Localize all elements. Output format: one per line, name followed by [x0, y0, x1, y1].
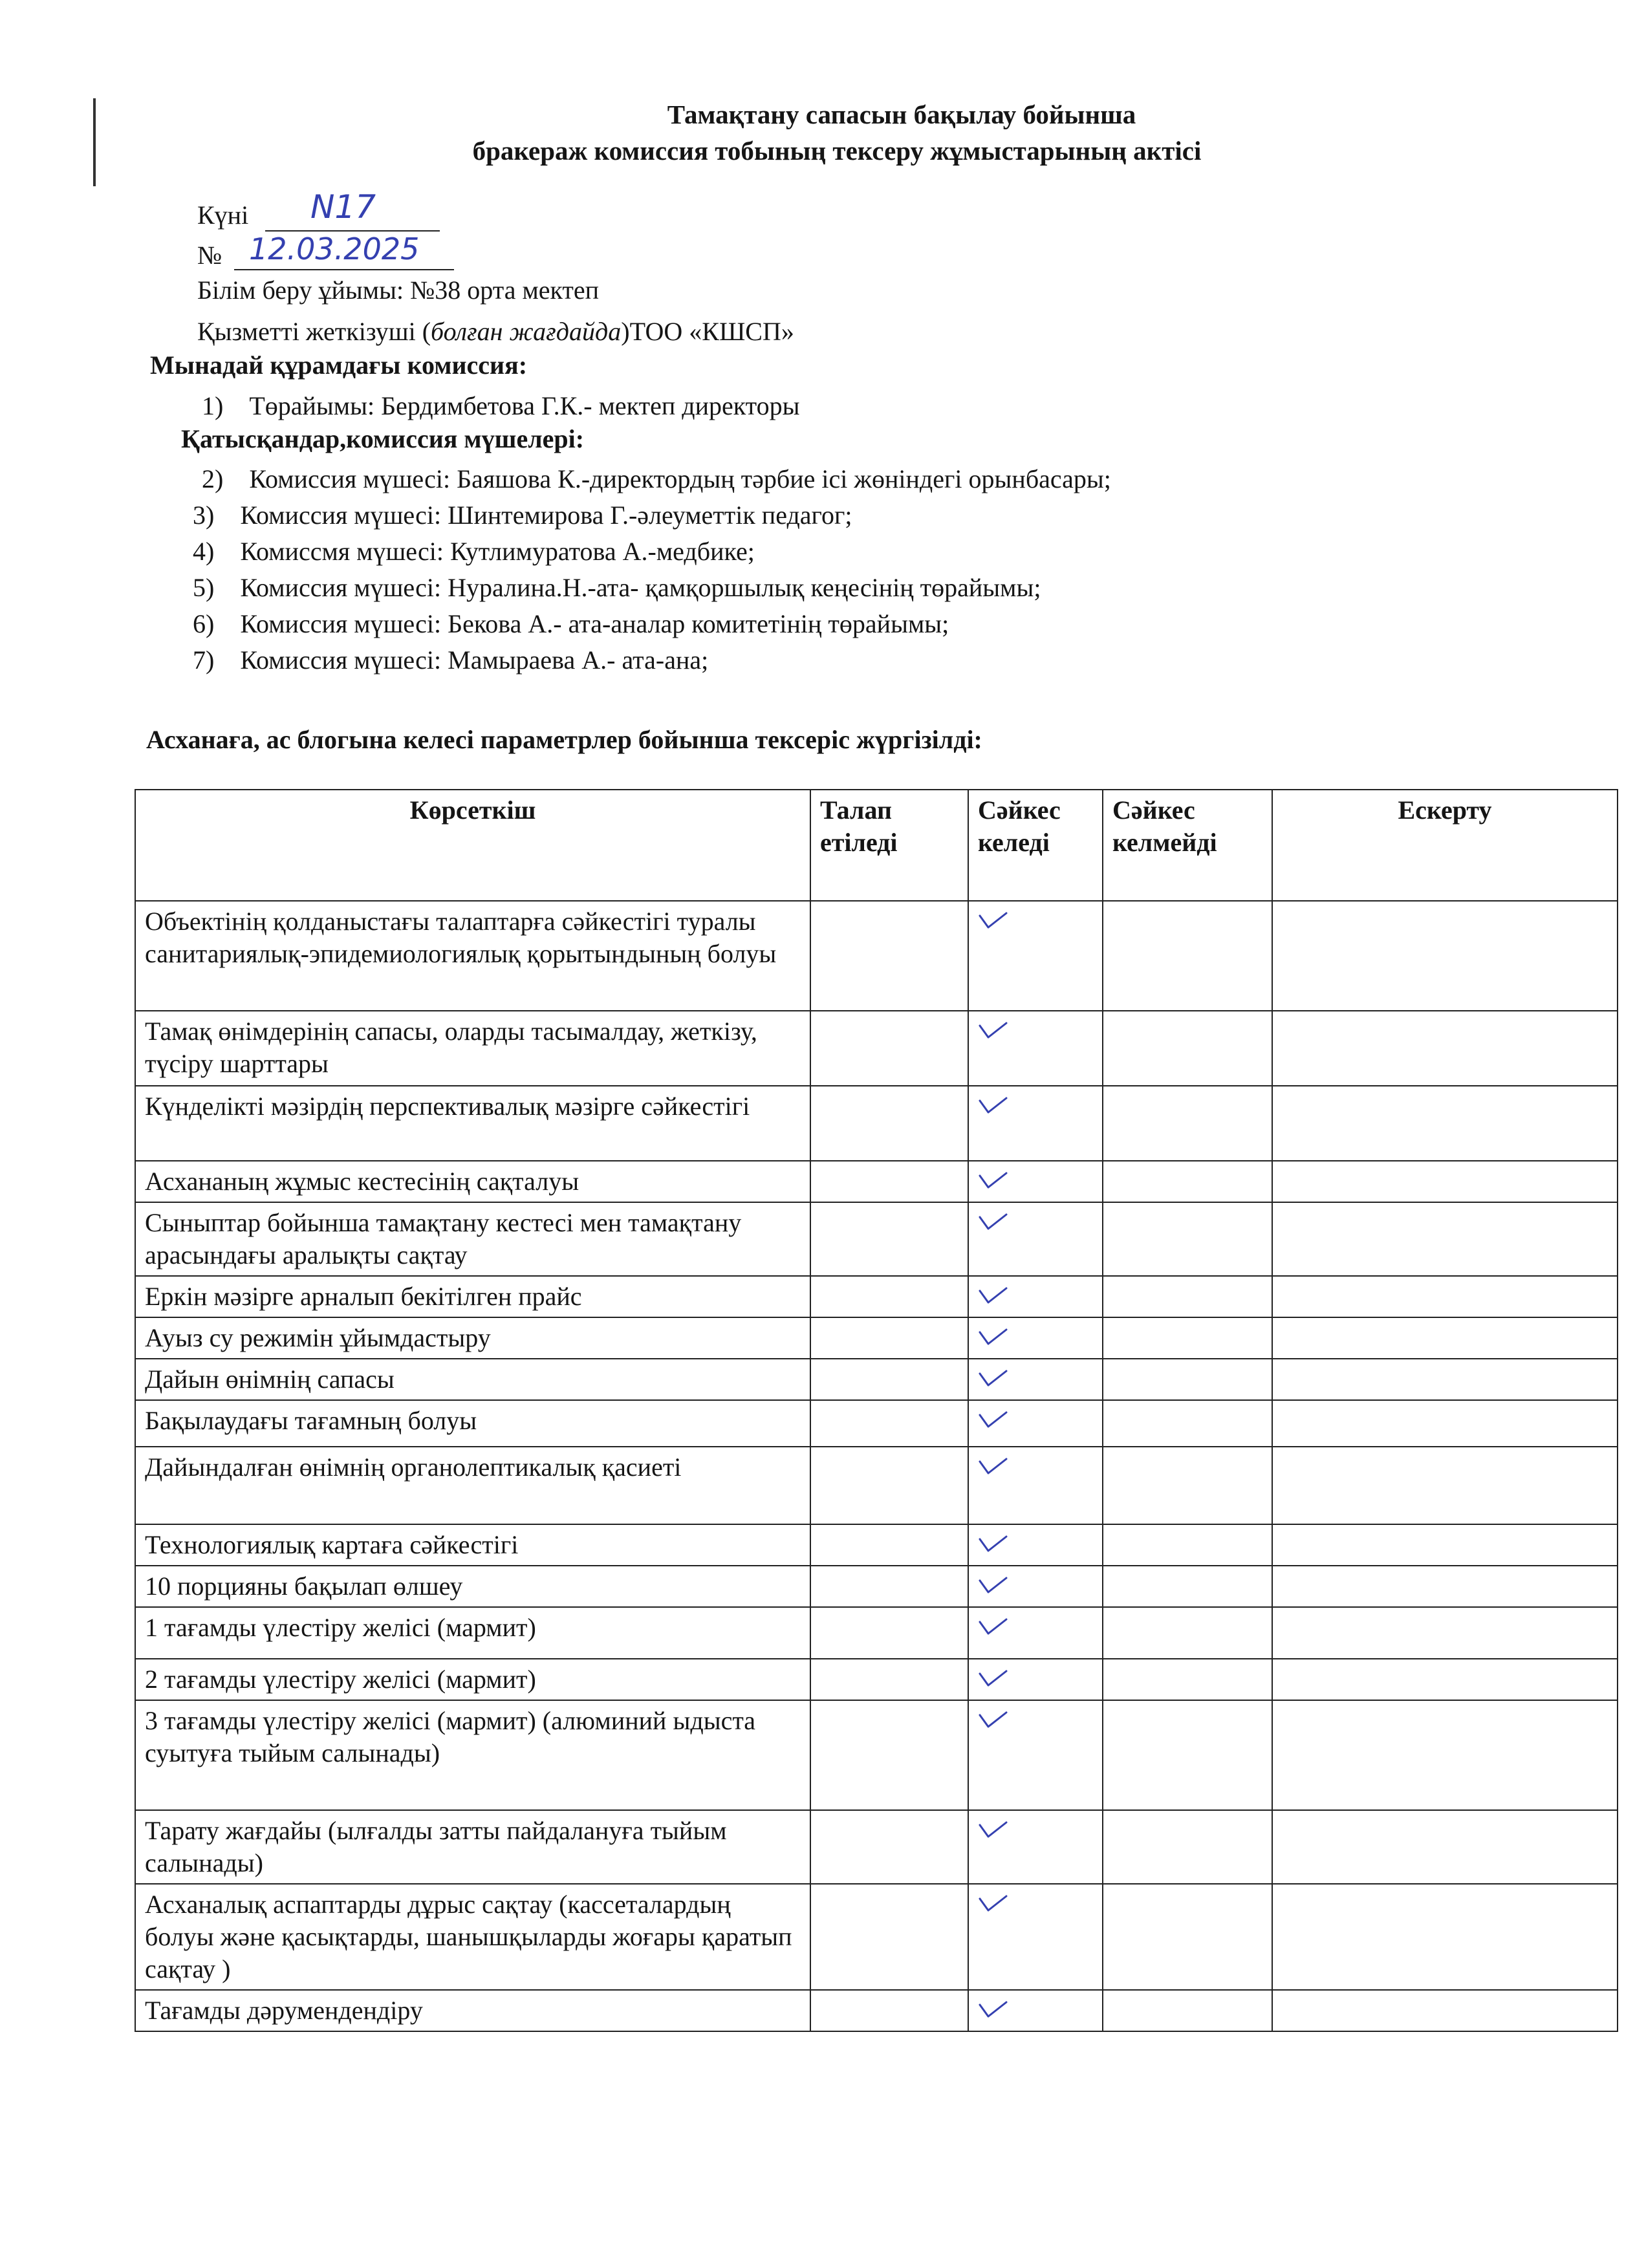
compliant-cell	[968, 1400, 1103, 1447]
noncompliant-cell	[1103, 1990, 1272, 2031]
required-cell	[810, 1317, 968, 1359]
compliant-cell	[968, 1884, 1103, 1990]
required-cell	[810, 901, 968, 1011]
indicator-cell: Асханалық аспаптарды дұрыс сақтау (кассеталардың болуы және қасықтарды, шанышқыларды жоғары қаратып сақтау )	[135, 1884, 810, 1990]
checkmark-icon	[978, 1994, 1008, 2014]
required-cell	[810, 1990, 968, 2031]
noncompliant-cell	[1103, 1566, 1272, 1607]
table-row	[135, 1400, 1618, 1447]
compliant-cell	[968, 1810, 1103, 1884]
table-row	[135, 1659, 1618, 1700]
note-cell	[1272, 1659, 1618, 1700]
organization-line: Білім беру ұйымы: №38 орта мектеп	[197, 275, 600, 305]
supplier-line	[197, 314, 794, 349]
document-title-line2: бракераж комиссия тобының тексеру жұмыстарының актісі	[472, 136, 1202, 166]
noncompliant-cell	[1103, 1161, 1272, 1202]
member-3: 3) Комиссия мүшесі: Шинтемирова Г.-әлеуметтік педагог;	[193, 501, 852, 530]
members-heading: Қатысқандар,комиссия мүшелері:	[181, 424, 585, 453]
compliant-cell	[968, 1700, 1103, 1810]
header-noncompliant: Сәйкес келмейді	[1103, 790, 1272, 901]
member-6: 6) Комиссия мүшесі: Бекова А.- ата-аналар комитетінің төрайымы;	[193, 609, 949, 638]
noncompliant-cell	[1103, 1086, 1272, 1161]
member-2: 2) Комиссия мүшесі: Баяшова К.-директордың тәрбие ісі жөніндегі орынбасары;	[202, 464, 1111, 493]
checkmark-icon	[978, 1207, 1008, 1226]
commission-chair: 1) Төрайымы: Бердимбетова Г.К.- мектеп директоры	[202, 391, 800, 420]
required-cell	[810, 1524, 968, 1566]
note-cell	[1272, 1524, 1618, 1566]
note-cell	[1272, 1447, 1618, 1524]
table-row	[135, 1700, 1618, 1810]
note-cell	[1272, 1086, 1618, 1161]
noncompliant-cell	[1103, 1447, 1272, 1524]
required-cell	[810, 1566, 968, 1607]
note-cell	[1272, 1161, 1618, 1202]
indicator-cell: 2 тағамды үлестіру желісі (мармит)	[135, 1659, 810, 1700]
required-cell	[810, 1659, 968, 1700]
noncompliant-cell	[1103, 1607, 1272, 1659]
indicator-cell: Тағамды дәрумендендіру	[135, 1990, 810, 2031]
indicator-cell: Тарату жағдайы (ылғалды затты пайдалануға тыйым салынады)	[135, 1810, 810, 1884]
table-row	[135, 1447, 1618, 1524]
indicator-cell: 10 порцияны бақылап өлшеу	[135, 1566, 810, 1607]
table-row	[135, 1607, 1618, 1659]
checkmark-icon	[978, 1363, 1008, 1383]
table-body	[135, 901, 1618, 2031]
note-cell	[1272, 1700, 1618, 1810]
table-row	[135, 1317, 1618, 1359]
required-cell	[810, 1400, 968, 1447]
required-cell	[810, 1607, 968, 1659]
checkmark-icon	[978, 1529, 1008, 1548]
noncompliant-cell	[1103, 1202, 1272, 1276]
checkmark-icon	[978, 1165, 1008, 1185]
table-row	[135, 1884, 1618, 1990]
compliant-cell	[968, 1161, 1103, 1202]
noncompliant-cell	[1103, 1400, 1272, 1447]
note-cell	[1272, 901, 1618, 1011]
number-value-handwritten: 12.03.2025	[249, 232, 420, 266]
table-row	[135, 1566, 1618, 1607]
compliant-cell	[968, 1566, 1103, 1607]
noncompliant-cell	[1103, 1276, 1272, 1317]
header-indicator: Көрсеткіш	[135, 790, 810, 901]
compliant-cell	[968, 1359, 1103, 1400]
note-cell	[1272, 1990, 1618, 2031]
noncompliant-cell	[1103, 1884, 1272, 1990]
checkmark-icon	[978, 1451, 1008, 1471]
checkmark-icon	[978, 1815, 1008, 1834]
indicator-cell: 3 тағамды үлестіру желісі (мармит) (алюминий ыдыста суытуға тыйым салынады)	[135, 1700, 810, 1810]
header-note: Ескерту	[1272, 790, 1618, 901]
indicator-cell: Сыныптар бойынша тамақтану кестесі мен тамақтану арасындағы аралықты сақтау	[135, 1202, 810, 1276]
table-row	[135, 1990, 1618, 2031]
indicator-cell: Тамақ өнімдерінің сапасы, оларды тасымалдау, жеткізу, түсіру шарттары	[135, 1011, 810, 1086]
required-cell	[810, 1700, 968, 1810]
required-cell	[810, 1161, 968, 1202]
checkmark-icon	[978, 1612, 1008, 1631]
checkmark-icon	[978, 1090, 1008, 1110]
note-cell	[1272, 1011, 1618, 1086]
compliant-cell	[968, 1524, 1103, 1566]
indicator-cell: Асхананың жұмыс кестесінің сақталуы	[135, 1161, 810, 1202]
checkmark-icon	[978, 1705, 1008, 1724]
required-cell	[810, 1276, 968, 1317]
table-row	[135, 1161, 1618, 1202]
table-row	[135, 1086, 1618, 1161]
compliant-cell	[968, 901, 1103, 1011]
indicator-cell: Дайын өнімнің сапасы	[135, 1359, 810, 1400]
note-cell	[1272, 1884, 1618, 1990]
compliant-cell	[968, 1990, 1103, 2031]
noncompliant-cell	[1103, 1659, 1272, 1700]
note-cell	[1272, 1202, 1618, 1276]
inspection-heading: Асханаға, ас блогына келесі параметрлер бойынша тексеріс жүргізілді:	[146, 725, 982, 754]
indicator-cell: Күнделікті мәзірдің перспективалық мәзірге сәйкестігі	[135, 1086, 810, 1161]
note-cell	[1272, 1607, 1618, 1659]
noncompliant-cell	[1103, 901, 1272, 1011]
note-cell	[1272, 1276, 1618, 1317]
table-row	[135, 1359, 1618, 1400]
table-row	[135, 901, 1618, 1011]
note-cell	[1272, 1810, 1618, 1884]
checkmark-icon	[978, 1888, 1008, 1908]
note-cell	[1272, 1400, 1618, 1447]
required-cell	[810, 1086, 968, 1161]
day-value-handwritten: N17	[310, 188, 376, 226]
compliant-cell	[968, 1086, 1103, 1161]
required-cell	[810, 1884, 968, 1990]
member-5: 5) Комиссия мүшесі: Нуралина.Н.-ата- қамқоршылық кеңесінің төрайымы;	[193, 573, 1041, 602]
header-required: Талап етіледі	[810, 790, 968, 901]
checkmark-icon	[978, 1322, 1008, 1341]
table-header-row	[135, 790, 1618, 901]
checkmark-icon	[978, 1405, 1008, 1424]
member-4: 4) Комиссмя мүшесі: Кутлимуратова А.-медбике;	[193, 537, 755, 566]
supplier-prefix: Қызметті жеткізуші (	[197, 317, 431, 346]
note-cell	[1272, 1359, 1618, 1400]
checkmark-icon	[978, 1280, 1008, 1300]
table-row	[135, 1011, 1618, 1086]
indicator-cell: Дайындалған өнімнің органолептикалық қасиеті	[135, 1447, 810, 1524]
compliant-cell	[968, 1447, 1103, 1524]
table-row	[135, 1524, 1618, 1566]
commission-heading: Мынадай құрамдағы комиссия:	[150, 351, 528, 380]
number-underline	[234, 269, 454, 270]
checkmark-icon	[978, 1015, 1008, 1035]
inspection-table	[135, 789, 1618, 2032]
noncompliant-cell	[1103, 1700, 1272, 1810]
checkmark-icon	[978, 1663, 1008, 1683]
compliant-cell	[968, 1202, 1103, 1276]
table-row	[135, 1202, 1618, 1276]
indicator-cell: Ауыз су режимін ұйымдастыру	[135, 1317, 810, 1359]
required-cell	[810, 1359, 968, 1400]
header-compliant: Сәйкес келеді	[968, 790, 1103, 901]
indicator-cell: Бақылаудағы тағамның болуы	[135, 1400, 810, 1447]
required-cell	[810, 1011, 968, 1086]
noncompliant-cell	[1103, 1810, 1272, 1884]
noncompliant-cell	[1103, 1011, 1272, 1086]
required-cell	[810, 1447, 968, 1524]
supplier-italic: болған жағдайда	[431, 317, 622, 346]
indicator-cell: 1 тағамды үлестіру желісі (мармит)	[135, 1607, 810, 1659]
required-cell	[810, 1202, 968, 1276]
document-title-line1: Тамақтану сапасын бақылау бойынша	[667, 100, 1136, 129]
compliant-cell	[968, 1011, 1103, 1086]
noncompliant-cell	[1103, 1359, 1272, 1400]
compliant-cell	[968, 1659, 1103, 1700]
required-cell	[810, 1810, 968, 1884]
note-cell	[1272, 1566, 1618, 1607]
compliant-cell	[968, 1317, 1103, 1359]
number-label: №	[197, 241, 222, 270]
checkmark-icon	[978, 1570, 1008, 1590]
checkmark-icon	[978, 905, 1008, 925]
table-row	[135, 1276, 1618, 1317]
note-cell	[1272, 1317, 1618, 1359]
day-label: Күні	[197, 200, 249, 230]
member-7: 7) Комиссия мүшесі: Мамыраева А.- ата-ана;	[193, 645, 709, 675]
compliant-cell	[968, 1276, 1103, 1317]
indicator-cell: Еркін мәзірге арналып бекітілген прайс	[135, 1276, 810, 1317]
indicator-cell: Объектінің қолданыстағы талаптарға сәйкестігі туралы санитариялық-эпидемиологиялық қорытындының болуы	[135, 901, 810, 1011]
noncompliant-cell	[1103, 1524, 1272, 1566]
table-row	[135, 1810, 1618, 1884]
indicator-cell: Технологиялық картаға сәйкестігі	[135, 1524, 810, 1566]
supplier-suffix: )ТОО «КШСП»	[621, 317, 794, 346]
noncompliant-cell	[1103, 1317, 1272, 1359]
compliant-cell	[968, 1607, 1103, 1659]
